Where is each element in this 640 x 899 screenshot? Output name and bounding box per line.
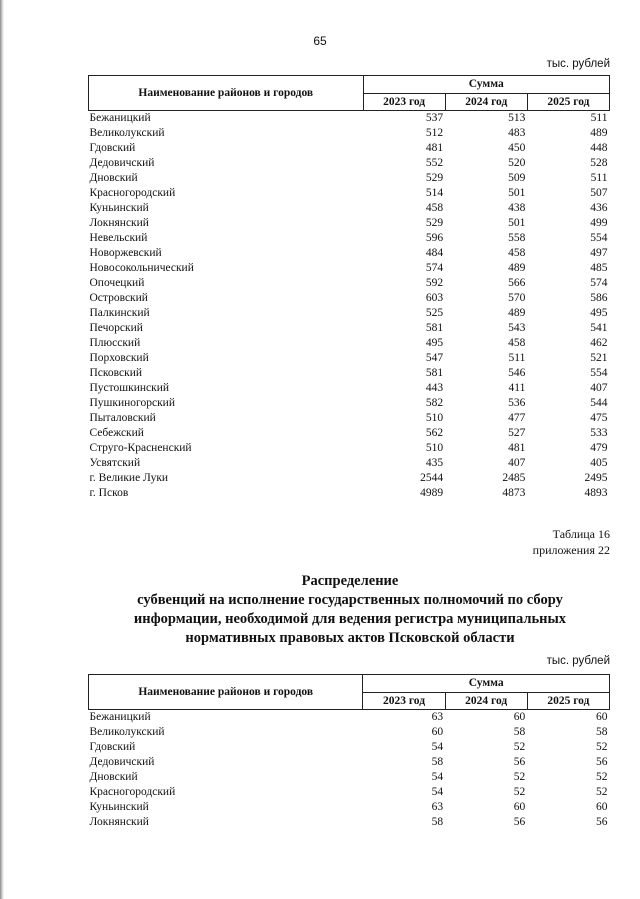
amount-cell: 56 [596,756,608,768]
amount-cell: 4873 [502,487,526,499]
district-name: Новосокольнический [89,262,194,274]
amount-cell: 562 [425,427,444,439]
table-row [89,381,610,396]
amount-cell: 411 [508,382,526,394]
column-header-year: 2023 год [363,692,445,710]
amount-cell: 60 [596,711,608,723]
table-row [89,231,610,246]
amount-cell: 407 [508,457,526,469]
amount-cell: 495 [590,307,608,319]
district-name: г. Псков [89,487,129,499]
amount-cell: 52 [596,771,608,783]
amount-cell: 63 [431,801,444,813]
amount-cell: 603 [425,292,444,304]
amount-cell: 511 [590,112,608,124]
amount-cell: 54 [431,786,444,798]
amount-cell: 547 [425,352,444,364]
amount-cell: 510 [425,412,444,424]
amount-cell: 63 [431,711,444,723]
amount-cell: 483 [508,127,526,139]
amount-cell: 582 [425,397,444,409]
column-header-sum: Сумма [363,675,610,693]
table-row [89,411,610,426]
district-name: Струго-Красненский [89,442,192,454]
amount-cell: 501 [508,187,526,199]
amount-cell: 537 [425,112,444,124]
amount-cell: 481 [508,442,526,454]
table-row [89,126,610,141]
table-row [89,785,610,800]
amount-cell: 541 [590,322,608,334]
amount-cell: 436 [590,202,608,214]
table-row [89,725,610,740]
amount-cell: 514 [425,187,444,199]
amount-cell: 552 [425,157,444,169]
amount-cell: 58 [431,756,444,768]
district-name: Пустошкинский [89,382,170,394]
table-row [89,396,610,411]
table-row [89,246,610,261]
district-name: Себежский [89,427,144,439]
table-row [89,141,610,156]
column-header-year: 2024 год [445,93,527,111]
table-row [89,111,610,127]
column-header-name: Наименование районов и городов [89,675,363,710]
amount-cell: 60 [513,801,526,813]
amount-cell: 438 [508,202,526,214]
district-name: Новоржевский [89,247,162,259]
district-name: Дновский [89,771,138,783]
table-row [89,276,610,291]
table-row [89,216,610,231]
amount-cell: 510 [425,442,444,454]
amount-cell: 581 [425,322,444,334]
amount-cell: 511 [590,172,608,184]
amount-cell: 58 [596,726,608,738]
amount-cell: 533 [590,427,608,439]
table-row [89,740,610,755]
amount-cell: 52 [513,741,526,753]
district-name: г. Великие Луки [89,472,169,484]
table-caption [533,526,610,558]
district-name: Дновский [89,172,138,184]
column-header-year: 2025 год [527,93,609,111]
table-row [89,770,610,785]
section-title [60,572,640,648]
district-name: Великолукский [89,127,165,139]
table-row [89,321,610,336]
amount-cell: 529 [425,217,444,229]
district-name: Локнянский [89,816,149,828]
district-name: Гдовский [89,741,136,753]
amount-cell: 2544 [420,472,444,484]
amount-cell: 513 [508,112,526,124]
amount-cell: 543 [508,322,526,334]
table-row [89,186,610,201]
amount-cell: 54 [431,741,444,753]
table-row [89,366,610,381]
amount-cell: 528 [590,157,608,169]
page-number: 65 [313,34,327,48]
table-row [89,336,610,351]
amount-cell: 499 [590,217,608,229]
amount-cell: 448 [590,142,608,154]
column-header-year: 2024 год [445,692,527,710]
table-row [89,710,610,726]
district-name: Плюсский [89,337,141,349]
column-header-name: Наименование районов и городов [89,76,364,111]
amount-cell: 581 [425,367,444,379]
amount-cell: 56 [513,756,526,768]
amount-cell: 521 [590,352,608,364]
district-name: Опочецкий [89,277,145,289]
district-name: Палкинский [89,307,150,319]
district-name: Пыталовский [89,412,156,424]
amount-cell: 529 [425,172,444,184]
amount-cell: 586 [590,292,608,304]
amount-cell: 596 [425,232,444,244]
district-name: Бежаницкий [89,112,151,124]
amount-cell: 60 [596,801,608,813]
district-name: Невельский [89,232,148,244]
units-label: тыс. рублей [546,655,610,667]
table-row [89,261,610,276]
amount-cell: 544 [590,397,608,409]
amount-cell: 435 [425,457,444,469]
amount-cell: 4893 [584,487,608,499]
district-name: Локнянский [89,217,149,229]
table-row [89,471,610,486]
district-name: Печорский [89,322,143,334]
column-header-year: 2025 год [527,692,609,710]
amount-cell: 574 [590,277,608,289]
amount-cell: 54 [431,771,444,783]
table-row [89,456,610,471]
amount-cell: 489 [508,307,526,319]
table-row [89,201,610,216]
section-title-line: информации, необходимой для ведения регистра муниципальных [133,611,567,627]
district-name: Куньинский [89,202,149,214]
table-row [89,306,610,321]
amount-cell: 4989 [420,487,444,499]
table-row [89,351,610,366]
column-header-year: 2023 год [363,93,445,111]
district-name: Порховский [89,352,149,364]
table-row [89,426,610,441]
amount-cell: 475 [590,412,608,424]
amount-cell: 501 [508,217,526,229]
amount-cell: 52 [513,786,526,798]
column-header-sum: Сумма [363,76,609,94]
amount-cell: 56 [513,816,526,828]
district-name: Дедовичский [89,157,155,169]
amount-cell: 477 [508,412,526,424]
amount-cell: 566 [508,277,526,289]
district-name: Пушкиногорский [89,397,175,409]
amount-cell: 52 [596,741,608,753]
amount-cell: 570 [508,292,526,304]
amount-cell: 554 [590,367,608,379]
table-row [89,441,610,456]
district-name: Красногородский [89,786,176,798]
amount-cell: 52 [596,786,608,798]
section-title-line: нормативных правовых актов Псковской области [185,630,515,646]
table-row [89,486,610,501]
table-row [89,291,610,306]
amount-cell: 489 [590,127,608,139]
amount-cell: 484 [425,247,444,259]
amount-cell: 512 [425,127,444,139]
amount-cell: 536 [508,397,526,409]
budget-table-1 [88,75,610,501]
amount-cell: 443 [425,382,444,394]
district-name: Усвятский [89,457,141,469]
amount-cell: 479 [590,442,608,454]
amount-cell: 554 [590,232,608,244]
amount-cell: 485 [590,262,608,274]
amount-cell: 60 [431,726,444,738]
amount-cell: 527 [508,427,526,439]
amount-cell: 481 [425,142,444,154]
amount-cell: 458 [425,202,444,214]
amount-cell: 520 [508,157,526,169]
district-name: Псковский [89,367,143,379]
amount-cell: 52 [513,771,526,783]
table-row [89,156,610,171]
amount-cell: 574 [425,262,444,274]
amount-cell: 458 [508,247,526,259]
scan-edge-shadow [0,0,4,899]
amount-cell: 56 [596,816,608,828]
amount-cell: 58 [513,726,526,738]
amount-cell: 2495 [584,472,608,484]
section-title-line: Распределение [301,573,399,589]
district-name: Гдовский [89,142,136,154]
amount-cell: 450 [508,142,526,154]
amount-cell: 546 [508,367,526,379]
section-title-line: субвенций на исполнение государственных полномочий по сбору [137,592,563,608]
amount-cell: 60 [513,711,526,723]
amount-cell: 58 [431,816,444,828]
amount-cell: 507 [590,187,608,199]
table-row [89,800,610,815]
amount-cell: 495 [425,337,444,349]
amount-cell: 592 [425,277,444,289]
amount-cell: 511 [508,352,526,364]
amount-cell: 497 [590,247,608,259]
amount-cell: 2485 [502,472,526,484]
appendix-reference: приложения 22 [532,543,610,557]
district-name: Красногородский [89,187,176,199]
units-label: тыс. рублей [546,58,610,70]
amount-cell: 558 [508,232,526,244]
amount-cell: 489 [508,262,526,274]
amount-cell: 405 [590,457,608,469]
amount-cell: 509 [508,172,526,184]
budget-table-2 [88,674,610,830]
amount-cell: 407 [590,382,608,394]
table-row [89,755,610,770]
table-row [89,171,610,186]
table-number: Таблица 16 [552,527,610,541]
district-name: Дедовичский [89,756,155,768]
district-name: Бежаницкий [89,711,151,723]
district-name: Великолукский [89,726,165,738]
amount-cell: 525 [425,307,444,319]
table-row [89,815,610,830]
amount-cell: 462 [590,337,608,349]
district-name: Островский [89,292,148,304]
amount-cell: 458 [508,337,526,349]
district-name: Куньинский [89,801,149,813]
